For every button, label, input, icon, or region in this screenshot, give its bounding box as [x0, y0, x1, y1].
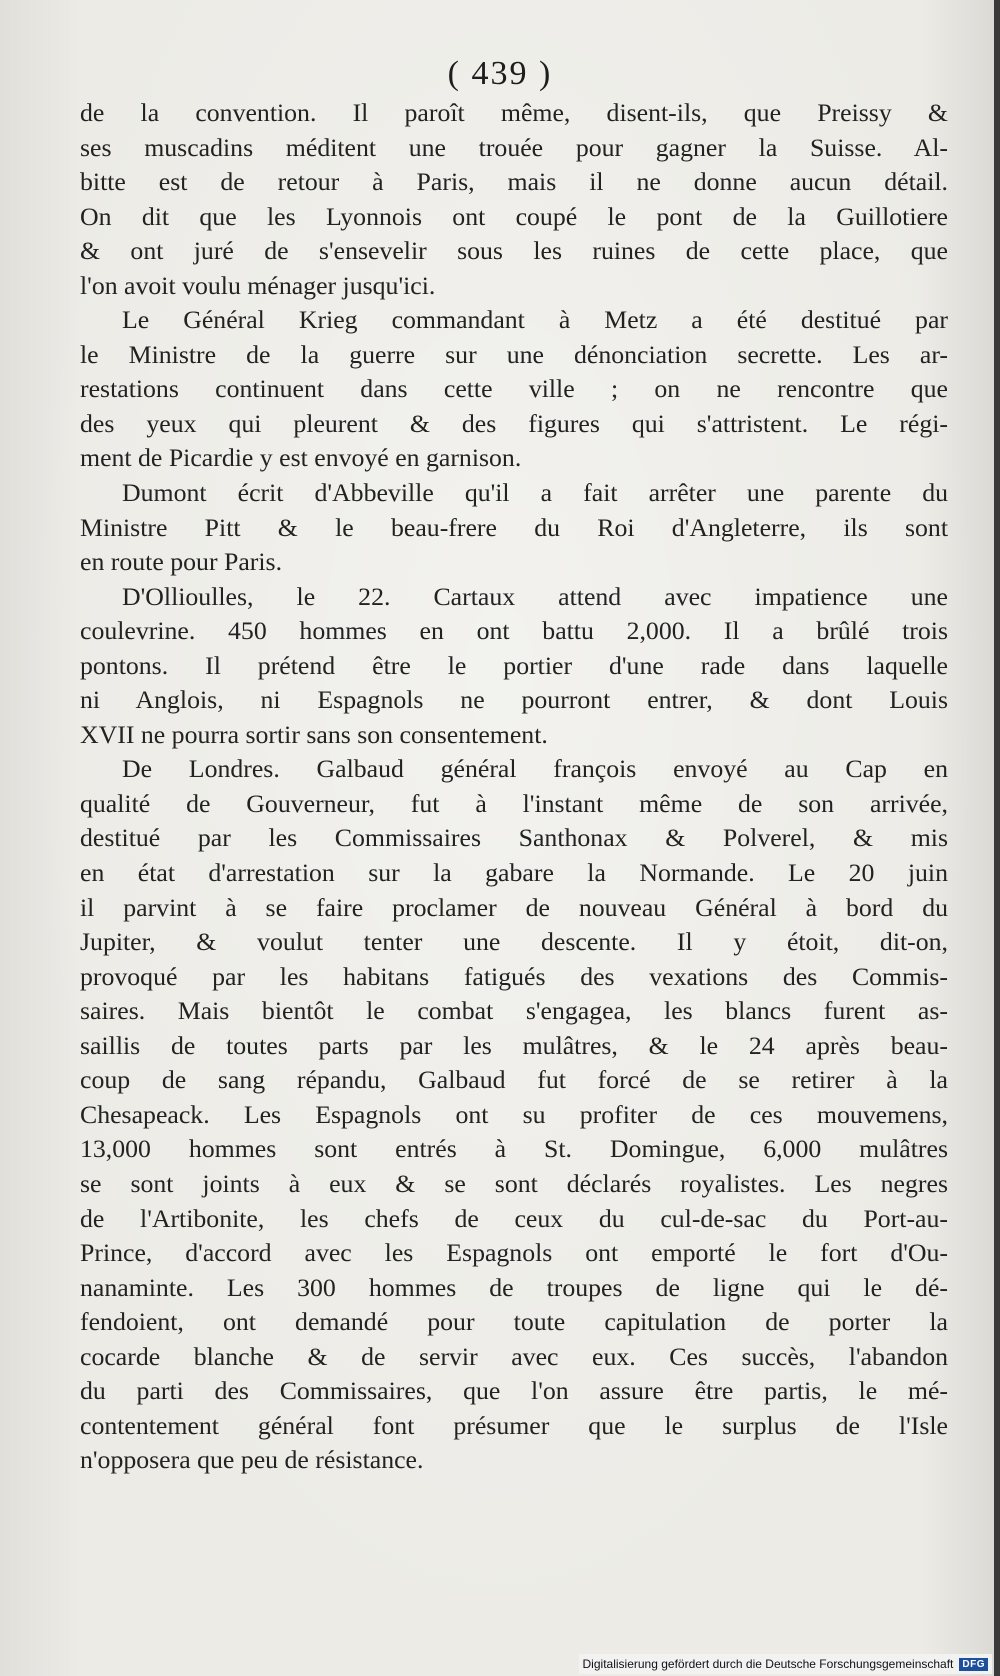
text-line: 13,000 hommes sont entrés à St. Domingue, 6,000 mulâtres [80, 1134, 948, 1164]
text-line: D'Ollioulles, le 22. Cartaux attend avec impatience une [122, 581, 948, 611]
text-line: cocarde blanche & de servir avec eux. Ces succès, l'abandon [80, 1341, 948, 1371]
text-line: de l'Artibonite, les chefs de ceux du cul-de-sac du Port-au- [80, 1203, 948, 1233]
text-line: des yeux qui pleurent & des figures qui s'attristent. Le régi- [80, 408, 948, 438]
text-line: ses muscadins méditent une trouée pour gagner la Suisse. Al- [80, 132, 948, 162]
text-line: pontons. Il prétend être le portier d'une rade dans laquelle [80, 650, 948, 680]
page-number: ( 439 ) [447, 55, 553, 92]
text-line: il parvint à se faire proclamer de nouveau Général à bord du [80, 892, 948, 922]
text-line: n'opposera que peu de résistance. [80, 1445, 424, 1475]
text-line: Dumont écrit d'Abbeville qu'il a fait arrêter une parente du [122, 478, 948, 508]
text-line: ni Anglois, ni Espagnols ne pourront entrer, & dont Louis [80, 685, 948, 715]
text-line: De Londres. Galbaud général françois envoyé au Cap en [122, 754, 948, 784]
text-line: bitte est de retour à Paris, mais il ne donne aucun détail. [80, 167, 948, 197]
text-line: Ministre Pitt & le beau-frere du Roi d'Angleterre, ils sont [80, 512, 948, 542]
body-text [80, 96, 948, 1478]
text-line: de la convention. Il paroît même, disent-ils, que Preissy & [80, 98, 948, 127]
text-line: saires. Mais bientôt le combat s'engagea, les blancs furent as- [80, 996, 948, 1026]
text-line: restations continuent dans cette ville ; on ne rencontre que [80, 374, 948, 404]
text-line: nanaminte. Les 300 hommes de troupes de ligne qui le dé- [80, 1272, 948, 1302]
text-line: du parti des Commissaires, que l'on assure être partis, le mé- [80, 1376, 948, 1406]
text-line: contentement général font présumer que le surplus de l'Isle [80, 1410, 948, 1440]
text-line: coup de sang répandu, Galbaud fut forcé de se retirer à la [80, 1065, 948, 1095]
text-line: le Ministre de la guerre sur une dénonciation secrette. Les ar- [80, 339, 948, 369]
text-line: & ont juré de s'ensevelir sous les ruines de cette place, que [80, 236, 948, 266]
scan-edge [994, 0, 1000, 1676]
text-line: On dit que les Lyonnois ont coupé le pont de la Guillotiere [80, 201, 948, 231]
text-line: provoqué par les habitans fatigués des vexations des Commis- [80, 961, 948, 991]
dfg-logo-icon: DFG [959, 1658, 988, 1671]
text-line: se sont joints à eux & se sont déclarés royalistes. Les negres [80, 1168, 948, 1198]
text-line: Le Général Krieg commandant à Metz a été destitué par [122, 305, 948, 335]
text-line: en état d'arrestation sur la gabare la Normande. Le 20 juin [80, 858, 948, 888]
text-line: fendoient, ont demandé pour toute capitulation de porter la [80, 1307, 948, 1337]
footer-text: Digitalisierung gefördert durch die Deutsche Forschungsgemeinschaft [582, 1657, 954, 1671]
text-line: Chesapeack. Les Espagnols ont su profiter de ces mouvemens, [80, 1099, 948, 1129]
text-line: en route pour Paris. [80, 547, 283, 577]
digitization-footer [579, 1654, 992, 1674]
text-line: l'on avoit voulu ménager jusqu'ici. [80, 270, 436, 300]
text-line: qualité de Gouverneur, fut à l'instant même de son arrivée, [80, 788, 948, 818]
text-line: Jupiter, & voulut tenter une descente. Il y étoit, dit-on, [80, 927, 948, 957]
text-line: coulevrine. 450 hommes en ont battu 2,000. Il a brûlé trois [80, 616, 948, 646]
text-line: saillis de toutes parts par les mulâtres, & le 24 après beau- [80, 1030, 948, 1060]
text-line: ment de Picardie y est envoyé en garnison. [80, 443, 522, 473]
text-line: Prince, d'accord avec les Espagnols ont emporté le fort d'Ou- [80, 1238, 948, 1268]
text-line: XVII ne pourra sortir sans son consentement. [80, 719, 548, 749]
text-line: destitué par les Commissaires Santhonax & Polverel, & mis [80, 823, 948, 853]
